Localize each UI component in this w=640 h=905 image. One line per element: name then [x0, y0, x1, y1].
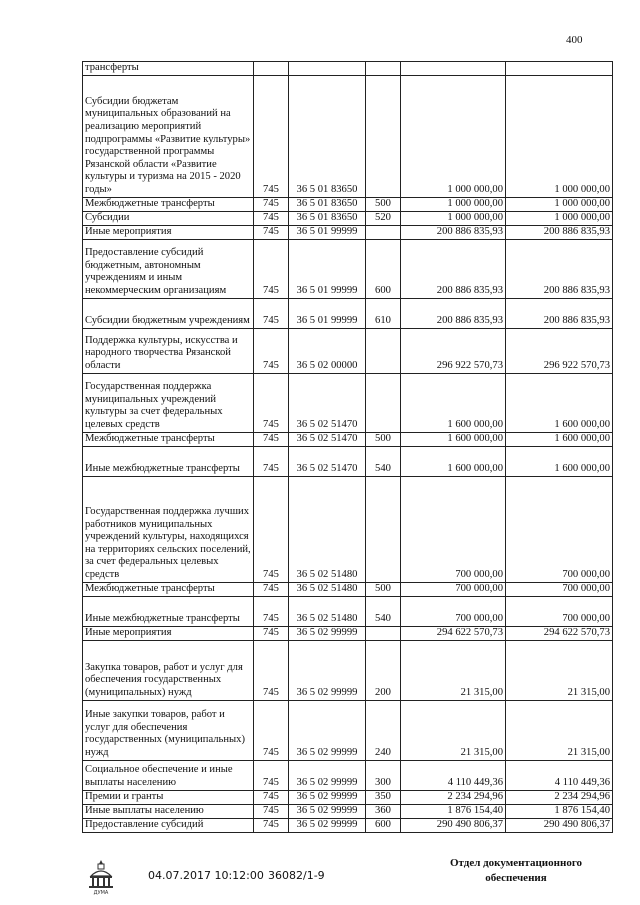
table-row — [83, 432, 613, 446]
item-name: Межбюджетные трансферты — [83, 197, 254, 211]
amount-approved: 700 000,00 — [401, 582, 506, 596]
table-row — [83, 804, 613, 818]
target-article-code: 36 5 02 99999 — [289, 760, 366, 790]
target-article-code: 36 5 02 99999 — [289, 790, 366, 804]
target-article-code: 36 5 01 99999 — [289, 239, 366, 298]
dept-code: 745 — [254, 760, 289, 790]
amount-approved: 290 490 806,37 — [401, 818, 506, 832]
amount-approved: 1 000 000,00 — [401, 211, 506, 225]
dept-code: 745 — [254, 640, 289, 700]
target-article-code: 36 5 02 51480 — [289, 582, 366, 596]
item-name: Предоставление субсидий — [83, 818, 254, 832]
target-article-code: 36 5 02 51470 — [289, 373, 366, 432]
target-article-code: 36 5 01 99999 — [289, 298, 366, 328]
amount-approved: 2 234 294,96 — [401, 790, 506, 804]
duma-emblem-icon — [86, 858, 116, 896]
table-row — [83, 700, 613, 760]
item-name: Социальное обеспечение и иные выплаты населению — [83, 760, 254, 790]
budget-table-body — [83, 62, 613, 833]
target-article-code: 36 5 02 99999 — [289, 804, 366, 818]
target-article-code: 36 5 01 83650 — [289, 75, 366, 197]
item-name: Государственная поддержка лучших работников муниципальных учреждений культуры, находящихся на территориях сельских поселений, за счет федеральных целевых средств — [83, 476, 254, 582]
amount-approved: 200 886 835,93 — [401, 298, 506, 328]
dept-code: 745 — [254, 446, 289, 476]
footer-doc-number: 36082/1-9 — [268, 869, 325, 882]
target-article-code: 36 5 02 51470 — [289, 446, 366, 476]
expense-type-code: 540 — [366, 596, 401, 626]
expense-type-code: 350 — [366, 790, 401, 804]
item-name: Предоставление субсидий бюджетным, автономным учреждениям и иным некоммерческим организациям — [83, 239, 254, 298]
dept-code — [254, 62, 289, 76]
amount-approved: 296 922 570,73 — [401, 328, 506, 373]
expense-type-code: 500 — [366, 432, 401, 446]
amount-approved: 1 600 000,00 — [401, 446, 506, 476]
dept-code: 745 — [254, 239, 289, 298]
dept-code: 745 — [254, 582, 289, 596]
expense-type-code — [366, 373, 401, 432]
table-row — [83, 476, 613, 582]
table-row — [83, 640, 613, 700]
expense-type-code: 520 — [366, 211, 401, 225]
amount-with-changes: 1 600 000,00 — [506, 432, 613, 446]
expense-type-code: 540 — [366, 446, 401, 476]
table-row — [83, 760, 613, 790]
amount-approved: 1 600 000,00 — [401, 432, 506, 446]
expense-type-code: 500 — [366, 582, 401, 596]
expense-type-code — [366, 225, 401, 239]
target-article-code: 36 5 02 99999 — [289, 818, 366, 832]
amount-with-changes: 1 000 000,00 — [506, 75, 613, 197]
item-name: Иные мероприятия — [83, 626, 254, 640]
table-row — [83, 446, 613, 476]
amount-with-changes: 1 000 000,00 — [506, 197, 613, 211]
target-article-code: 36 5 01 83650 — [289, 211, 366, 225]
amount-approved — [401, 62, 506, 76]
item-name: Иные межбюджетные трансферты — [83, 446, 254, 476]
expense-type-code — [366, 328, 401, 373]
dept-code: 745 — [254, 432, 289, 446]
dept-code: 745 — [254, 626, 289, 640]
amount-approved: 700 000,00 — [401, 596, 506, 626]
amount-with-changes: 21 315,00 — [506, 700, 613, 760]
table-row — [83, 790, 613, 804]
target-article-code: 36 5 01 99999 — [289, 225, 366, 239]
item-name: Межбюджетные трансферты — [83, 432, 254, 446]
target-article-code: 36 5 02 99999 — [289, 626, 366, 640]
target-article-code: 36 5 01 83650 — [289, 197, 366, 211]
table-row — [83, 75, 613, 197]
expense-type-code: 500 — [366, 197, 401, 211]
target-article-code: 36 5 02 51470 — [289, 432, 366, 446]
target-article-code: 36 5 02 51480 — [289, 476, 366, 582]
page-number: 400 — [566, 34, 583, 46]
amount-with-changes: 290 490 806,37 — [506, 818, 613, 832]
item-name: Иные выплаты населению — [83, 804, 254, 818]
expense-type-code — [366, 626, 401, 640]
dept-code: 745 — [254, 328, 289, 373]
amount-with-changes: 1 600 000,00 — [506, 373, 613, 432]
dept-code: 745 — [254, 373, 289, 432]
table-row — [83, 596, 613, 626]
amount-approved: 1 000 000,00 — [401, 197, 506, 211]
table-row — [83, 239, 613, 298]
amount-with-changes: 200 886 835,93 — [506, 239, 613, 298]
dept-code: 745 — [254, 225, 289, 239]
amount-approved: 21 315,00 — [401, 700, 506, 760]
expense-type-code — [366, 62, 401, 76]
amount-approved: 1 876 154,40 — [401, 804, 506, 818]
amount-with-changes: 700 000,00 — [506, 582, 613, 596]
item-name: Иные межбюджетные трансферты — [83, 596, 254, 626]
table-row — [83, 225, 613, 239]
table-row — [83, 211, 613, 225]
amount-approved: 200 886 835,93 — [401, 225, 506, 239]
table-row — [83, 582, 613, 596]
amount-approved: 200 886 835,93 — [401, 239, 506, 298]
item-name: Субсидии — [83, 211, 254, 225]
table-row — [83, 373, 613, 432]
table-row — [83, 818, 613, 832]
target-article-code: 36 5 02 99999 — [289, 700, 366, 760]
amount-with-changes: 700 000,00 — [506, 476, 613, 582]
item-name: Поддержка культуры, искусства и народного творчества Рязанской области — [83, 328, 254, 373]
dept-code: 745 — [254, 818, 289, 832]
expense-type-code — [366, 75, 401, 197]
expense-type-code: 200 — [366, 640, 401, 700]
amount-approved: 4 110 449,36 — [401, 760, 506, 790]
target-article-code: 36 5 02 99999 — [289, 640, 366, 700]
amount-with-changes: 1 876 154,40 — [506, 804, 613, 818]
table-row — [83, 626, 613, 640]
item-name: Закупка товаров, работ и услуг для обеспечения государственных (муниципальных) нужд — [83, 640, 254, 700]
item-name: Премии и гранты — [83, 790, 254, 804]
svg-text:ДУМА: ДУМА — [93, 890, 109, 896]
budget-table — [82, 61, 613, 833]
target-article-code: 36 5 02 00000 — [289, 328, 366, 373]
amount-approved: 1 000 000,00 — [401, 75, 506, 197]
item-name: Иные закупки товаров, работ и услуг для обеспечения государственных (муниципальных) нужд — [83, 700, 254, 760]
dept-code: 745 — [254, 700, 289, 760]
item-name: Иные мероприятия — [83, 225, 254, 239]
dept-code: 745 — [254, 804, 289, 818]
amount-with-changes: 21 315,00 — [506, 640, 613, 700]
expense-type-code: 600 — [366, 818, 401, 832]
table-row — [83, 298, 613, 328]
amount-with-changes — [506, 62, 613, 76]
item-name: Субсидии бюджетным учреждениям — [83, 298, 254, 328]
dept-code: 745 — [254, 75, 289, 197]
table-row — [83, 328, 613, 373]
amount-with-changes: 200 886 835,93 — [506, 298, 613, 328]
dept-code: 745 — [254, 211, 289, 225]
dept-code: 745 — [254, 298, 289, 328]
target-article-code: 36 5 02 51480 — [289, 596, 366, 626]
dept-code: 745 — [254, 790, 289, 804]
expense-type-code — [366, 476, 401, 582]
item-name: Субсидии бюджетам муниципальных образований на реализацию мероприятий подпрограммы «Развитие культуры» государственной программы Рязанской области «Развитие культуры и туризма на 2015 - 2020 годы» — [83, 75, 254, 197]
table-row — [83, 197, 613, 211]
amount-with-changes: 700 000,00 — [506, 596, 613, 626]
footer-department: Отдел документационного обеспечения — [449, 857, 583, 884]
target-article-code — [289, 62, 366, 76]
amount-approved: 1 600 000,00 — [401, 373, 506, 432]
item-name: Государственная поддержка муниципальных учреждений культуры за счет федеральных целевых средств — [83, 373, 254, 432]
amount-with-changes: 296 922 570,73 — [506, 328, 613, 373]
dept-code: 745 — [254, 197, 289, 211]
dept-code: 745 — [254, 476, 289, 582]
table-row — [83, 62, 613, 76]
dept-code: 745 — [254, 596, 289, 626]
expense-type-code: 240 — [366, 700, 401, 760]
footer-datetime: 04.07.2017 10:12:00 — [148, 869, 264, 882]
amount-with-changes: 1 000 000,00 — [506, 211, 613, 225]
amount-approved: 700 000,00 — [401, 476, 506, 582]
expense-type-code: 360 — [366, 804, 401, 818]
amount-approved: 21 315,00 — [401, 640, 506, 700]
amount-with-changes: 200 886 835,93 — [506, 225, 613, 239]
item-name: Межбюджетные трансферты — [83, 582, 254, 596]
expense-type-code: 600 — [366, 239, 401, 298]
expense-type-code: 610 — [366, 298, 401, 328]
item-name: трансферты — [83, 62, 254, 76]
amount-with-changes: 294 622 570,73 — [506, 626, 613, 640]
amount-with-changes: 4 110 449,36 — [506, 760, 613, 790]
amount-with-changes: 2 234 294,96 — [506, 790, 613, 804]
expense-type-code: 300 — [366, 760, 401, 790]
amount-with-changes: 1 600 000,00 — [506, 446, 613, 476]
amount-approved: 294 622 570,73 — [401, 626, 506, 640]
